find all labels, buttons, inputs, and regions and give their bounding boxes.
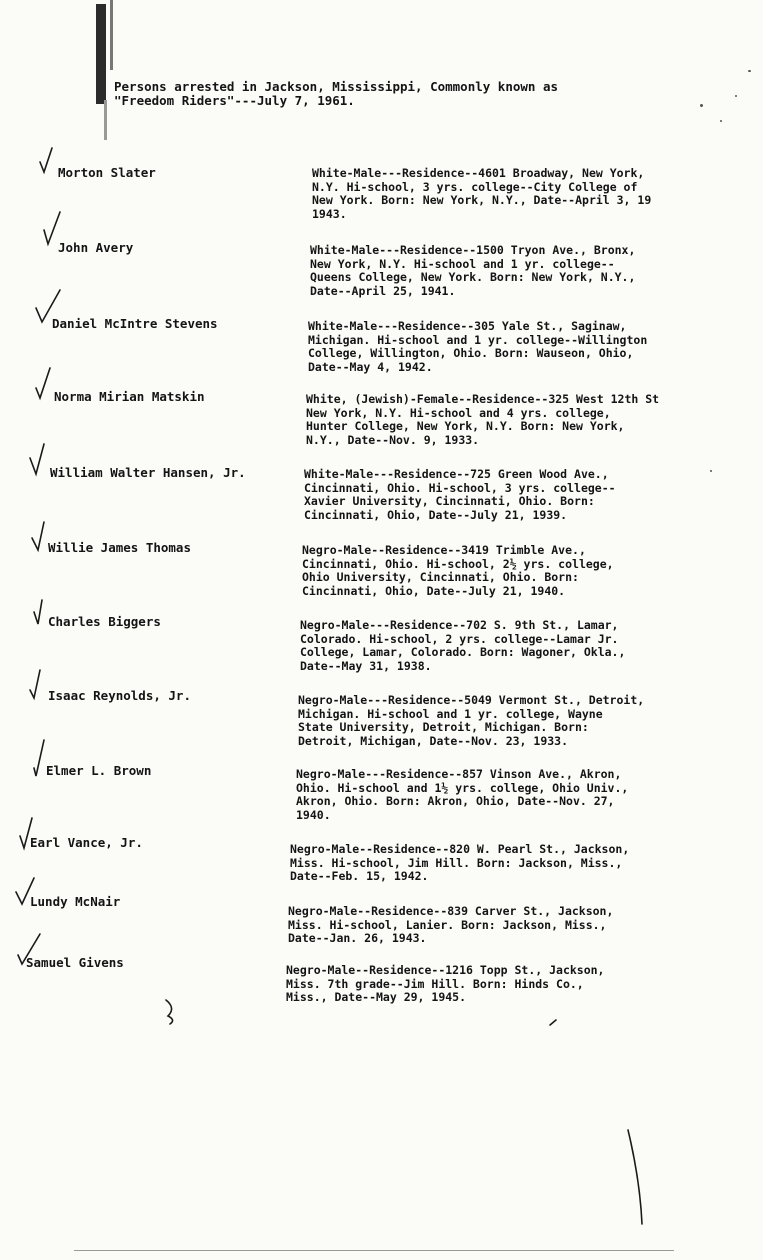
- detail-line: Negro-Male--Residence--3419 Trimble Ave.,: [302, 543, 586, 557]
- detail-line: Akron, Ohio. Born: Akron, Ohio, Date--Nov. 27,: [296, 794, 615, 808]
- scan-speck: [710, 470, 712, 472]
- checkmark-icon: [32, 522, 44, 550]
- checkmark-icon: [36, 368, 50, 398]
- detail-line: Date--April 25, 1941.: [310, 283, 456, 298]
- detail-line: Negro-Male--Residence--839 Carver St., Jackson,: [288, 904, 614, 918]
- detail-line: White-Male---Residence--1500 Tryon Ave., Bronx,: [310, 243, 636, 257]
- detail-line: Cincinnati, Ohio, Date--July 21, 1939.: [304, 507, 568, 522]
- detail-line: Negro-Male--Residence--820 W. Pearl St., Jackson,: [290, 842, 630, 856]
- person-name: Willie James Thomas: [48, 540, 191, 555]
- scan-speck: [735, 95, 737, 97]
- detail-line: Date--May 4, 1942.: [308, 359, 433, 374]
- detail-line: Date--Feb. 15, 1942.: [290, 869, 429, 883]
- person-name: Elmer L. Brown: [46, 763, 152, 778]
- detail-line: Negro-Male--Residence--1216 Topp St., Jackson,: [286, 963, 605, 977]
- detail-line: Xavier University, Cincinnati, Ohio. Born:: [304, 494, 595, 508]
- detail-line: Hunter College, New York, N.Y. Born: New York,: [306, 419, 625, 433]
- detail-line: N.Y., Date--Nov. 9, 1933.: [306, 432, 480, 447]
- detail-line: Miss. Hi-school, Jim Hill. Born: Jackson, Miss.,: [290, 855, 623, 870]
- checkmark-icon: [18, 934, 40, 964]
- detail-line: 1943.: [312, 206, 347, 221]
- detail-line: Negro-Male---Residence--5049 Vermont St., Detroit,: [298, 693, 645, 707]
- checkmark-icon: [16, 878, 34, 904]
- detail-line: 1940.: [296, 807, 331, 822]
- detail-line: College, Lamar, Colorado. Born: Wagoner, Okla.,: [300, 645, 626, 659]
- detail-line: White-Male---Residence--725 Green Wood Ave.,: [304, 467, 609, 481]
- title-line-1: Persons arrested in Jackson, Mississippi, Commonly known as: [114, 79, 559, 94]
- checkmark-icon: [34, 740, 44, 776]
- scan-speck: [74, 1250, 674, 1251]
- pen-stroke: [166, 1000, 173, 1024]
- checkmark-icon: [34, 600, 42, 624]
- detail-line: White-Male---Residence--305 Yale St., Saginaw,: [308, 319, 627, 333]
- person-name: William Walter Hansen, Jr.: [50, 465, 246, 480]
- person-name: Charles Biggers: [48, 614, 161, 629]
- pen-stroke: [628, 1130, 642, 1224]
- detail-line: Miss., Date--May 29, 1945.: [286, 990, 467, 1004]
- detail-line: State University, Detroit, Michigan. Born:: [298, 720, 589, 734]
- pen-stroke: [550, 1020, 556, 1025]
- scan-speck: [700, 104, 703, 107]
- detail-line: N.Y. Hi-school, 3 yrs. college--City College of: [312, 179, 638, 194]
- person-name: John Avery: [58, 240, 134, 255]
- detail-line: Ohio. Hi-school and 1½ yrs. college, Ohio Univ.,: [296, 780, 629, 795]
- person-name: Morton Slater: [58, 165, 156, 180]
- detail-line: New York. Born: New York, N.Y., Date--April 3, 19: [312, 193, 652, 207]
- detail-line: Negro-Male---Residence--702 S. 9th St., Lamar,: [300, 618, 619, 632]
- title-line-2: "Freedom Riders"---July 7, 1961.: [114, 93, 355, 108]
- detail-line: Cincinnati, Ohio, Date--July 21, 1940.: [302, 583, 566, 598]
- detail-line: New York, N.Y. Hi-school and 1 yr. college--: [310, 256, 615, 271]
- detail-line: New York, N.Y. Hi-school and 4 yrs. college,: [306, 405, 611, 420]
- checkmark-icon: [30, 670, 40, 698]
- detail-line: White-Male---Residence--4601 Broadway, New York,: [312, 166, 645, 180]
- detail-line: Miss. Hi-school, Lanier. Born: Jackson, Miss.,: [288, 917, 607, 932]
- detail-line: Miss. 7th grade--Jim Hill. Born: Hinds Co.,: [286, 976, 584, 991]
- detail-line: White, (Jewish)-Female--Residence--325 West 12th St: [306, 392, 660, 406]
- checkmark-icon: [40, 148, 52, 172]
- detail-line: Cincinnati, Ohio. Hi-school, 3 yrs. college--: [304, 480, 616, 495]
- checkmark-icon: [30, 444, 44, 474]
- scan-speck: [748, 70, 751, 72]
- checkmark-icon: [20, 818, 32, 848]
- person-name: Earl Vance, Jr.: [30, 835, 143, 850]
- detail-line: Michigan. Hi-school and 1 yr. college, Wayne: [298, 706, 603, 721]
- detail-line: Negro-Male---Residence--857 Vinson Ave., Akron,: [296, 767, 622, 781]
- detail-line: Detroit, Michigan, Date--Nov. 23, 1933.: [298, 733, 569, 748]
- checkmark-icon: [44, 212, 60, 244]
- detail-line: Date--Jan. 26, 1943.: [288, 931, 427, 945]
- person-name: Lundy McNair: [30, 894, 121, 909]
- detail-line: Colorado. Hi-school, 2 yrs. college--Lamar Jr.: [300, 631, 619, 646]
- person-name: Norma Mirian Matskin: [54, 389, 205, 404]
- person-name: Isaac Reynolds, Jr.: [48, 688, 191, 703]
- scan-speck: [720, 120, 722, 122]
- checkmark-icon: [36, 290, 60, 322]
- detail-line: Michigan. Hi-school and 1 yr. college--Willington: [308, 332, 648, 347]
- person-name: Samuel Givens: [26, 955, 124, 970]
- detail-line: College, Willington, Ohio. Born: Wauseon, Ohio,: [308, 346, 634, 360]
- detail-line: Cincinnati, Ohio. Hi-school, 2½ yrs. college,: [302, 556, 614, 571]
- person-name: Daniel McIntre Stevens: [52, 316, 218, 331]
- detail-line: Date--May 31, 1938.: [300, 658, 432, 673]
- detail-line: Queens College, New York. Born: New York, N.Y.,: [310, 270, 636, 284]
- detail-line: Ohio University, Cincinnati, Ohio. Born:: [302, 570, 579, 584]
